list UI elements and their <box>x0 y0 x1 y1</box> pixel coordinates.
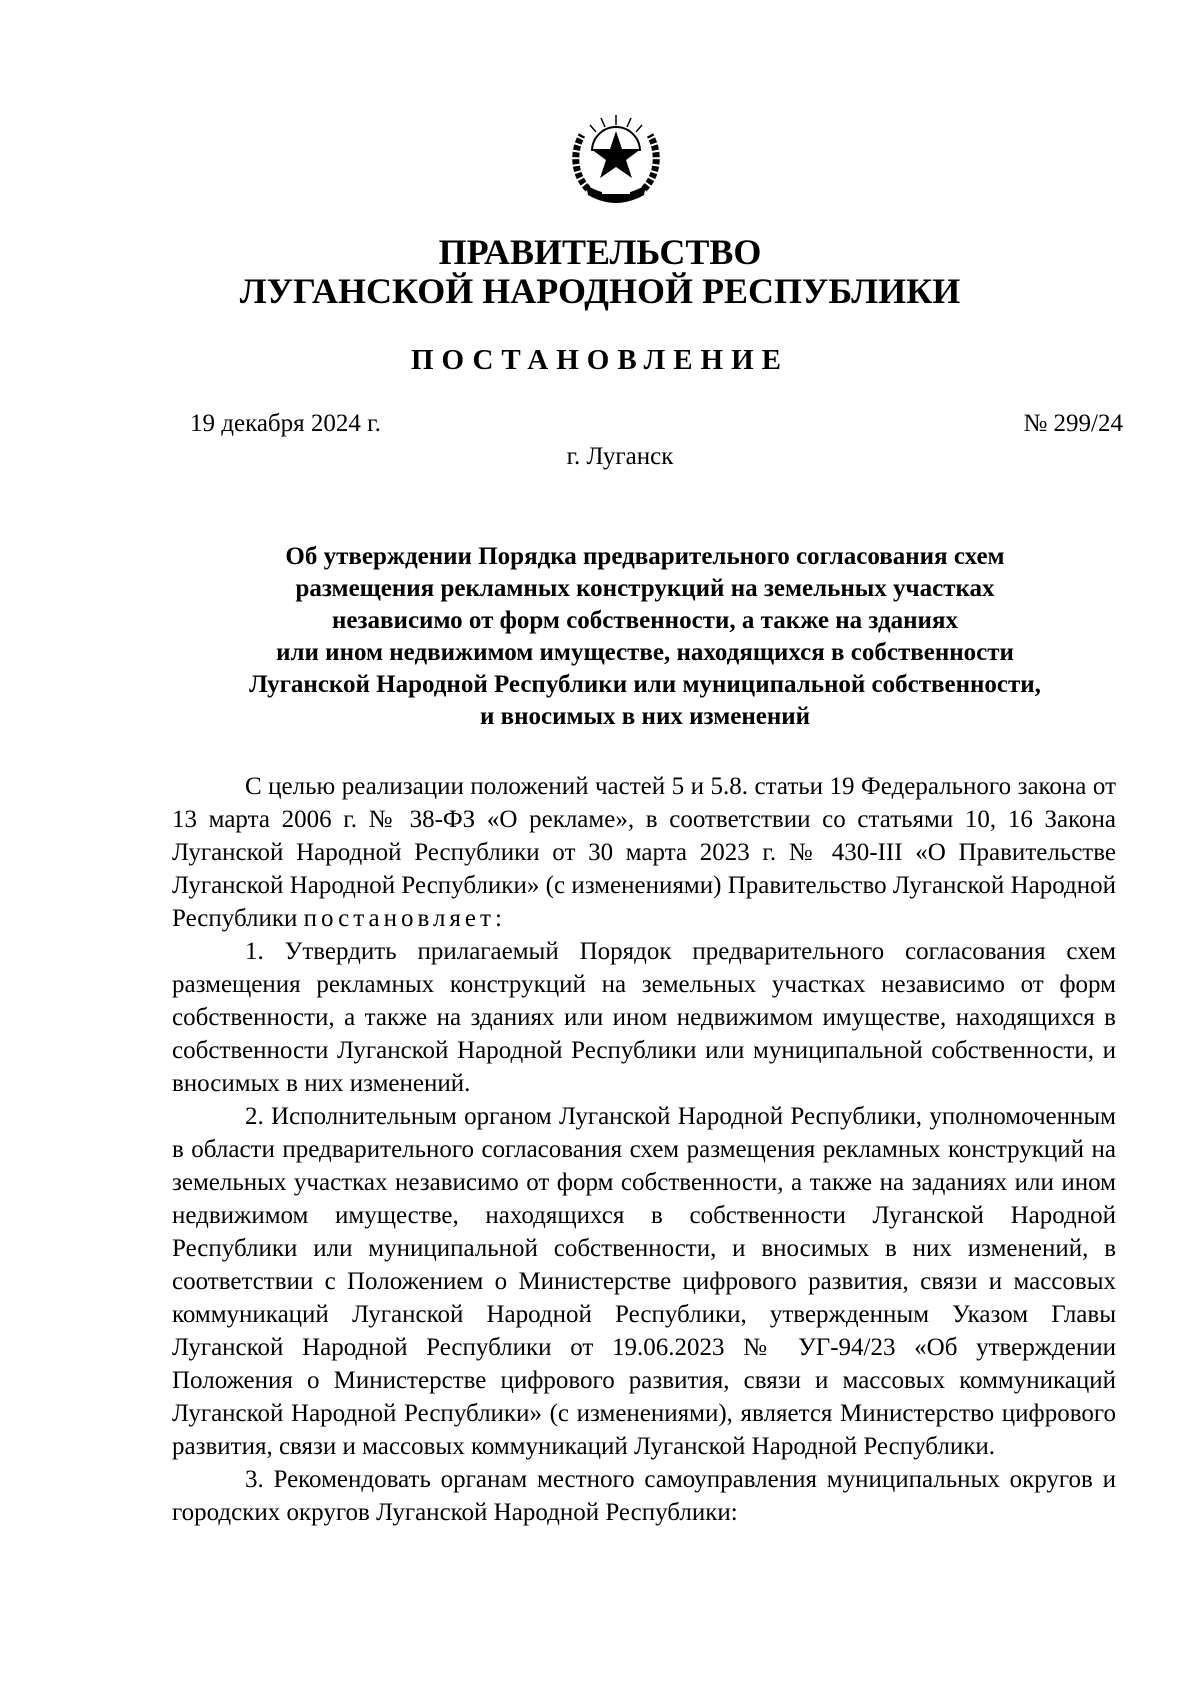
preamble-paragraph <box>172 770 1116 935</box>
title-line: Об утверждении Порядка предварительного согласования схем <box>285 543 1005 570</box>
document-number: № 299/24 <box>1023 410 1123 437</box>
title-line: размещения рекламных конструкций на земельных участках <box>295 575 995 602</box>
document-city: г. Луганск <box>566 443 674 470</box>
title-line: или ином недвижимом имуществе, находящихся в собственности <box>276 639 1014 666</box>
decree-word: постановляет: <box>303 905 506 932</box>
preamble-text: С целью реализации положений частей 5 и 5.8. статьи 19 Федерального закона от 13 марта 2006 г. № 38-ФЗ «О рекламе», в соответствии со статьями 10, 16 Закона Луганской Народной Республики от 30 марта 2023 г. № 430-III «О Правительстве Луганской Народной Республики» (с изменениями) Правительство Луганской Народной Республики <box>172 773 1116 932</box>
item-1-paragraph: 1. Утвердить прилагаемый Порядок предварительного согласования схем размещения рекламных конструкций на земельных участках независимо от форм собственности, а также на зданиях или ином недвижимом имуществе, находящихся в собственности Луганской Народной Республики или муниципальной собственности, и вносимых в них изменений. <box>172 938 1116 1097</box>
organization-name-line1: ПРАВИТЕЛЬСТВО <box>438 232 762 272</box>
document-body <box>172 770 1116 1529</box>
organization-name-line2: ЛУГАНСКОЙ НАРОДНОЙ РЕСПУБЛИКИ <box>239 271 961 311</box>
title-line: Луганской Народной Республики или муниципальной собственности, <box>249 671 1041 698</box>
coat-of-arms-icon <box>566 111 666 211</box>
item-2-paragraph: 2. Исполнительным органом Луганской Народной Республики, уполномоченным в области предварительного согласования схем размещения рекламных конструкций на земельных участках независимо от форм собственности, а также на заданиях или ином недвижимом имуществе, находящихся в собственности Луганской Народной Республики или муниципальной собственности, и вносимых в них изменений, в соответствии с Положением о Министерстве цифрового развития, связи и массовых коммуникаций Луганской Народной Республики, утвержденным Указом Главы Луганской Народной Республики от 19.06.2023 № УГ-94/23 «Об утверждении Положения о Министерстве цифрового развития, связи и массовых коммуникаций Луганской Народной Республики» (с изменениями), является Министерство цифрового развития, связи и массовых коммуникаций Луганской Народной Республики. <box>172 1103 1116 1460</box>
document-title <box>172 541 1118 733</box>
document-type: ПОСТАНОВЛЕНИЕ <box>410 344 789 376</box>
document-date: 19 декабря 2024 г. <box>190 410 381 437</box>
title-line: независимо от форм собственности, а также на зданиях <box>332 607 958 634</box>
title-line: и вносимых в них изменений <box>479 703 811 730</box>
item-3-paragraph: 3. Рекомендовать органам местного самоуправления муниципальных округов и городских округов Луганской Народной Республики: <box>172 1466 1116 1526</box>
